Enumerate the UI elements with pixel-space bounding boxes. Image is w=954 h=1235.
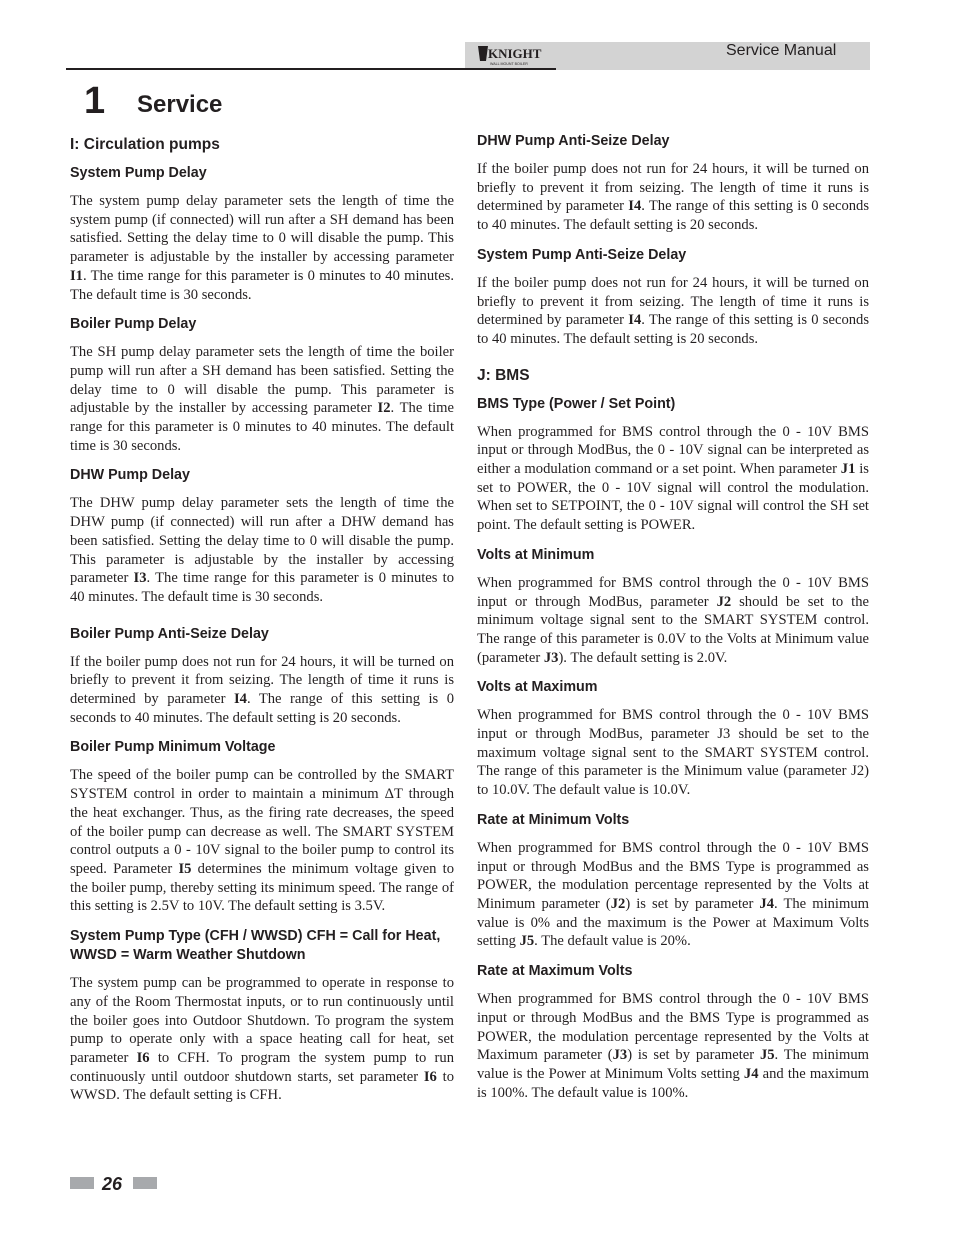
right-column <box>477 132 869 1113</box>
body-paragraph <box>70 192 454 304</box>
body-text: The speed of the boiler pump can be controlled by the SMART SYSTEM control in order to maintain a minimum ΔT through the heat exchanger. Thus, as the firing rate decreases, the speed of the boiler pump can decrease as well. The SMART SYSTEM control outputs a 0 - 10V signal to the boiler pump to control its speed. Parameter <box>70 767 454 877</box>
parameter-code: J4 <box>743 1065 759 1082</box>
header-title: Service Manual <box>726 42 837 59</box>
body-text: and the maximum is 100%. The default value is 100%. <box>477 1065 870 1101</box>
subheading: System Pump Type (CFH / WWSD) CFH = Call for Heat, WWSD = Warm Weather Shutdown <box>70 928 441 964</box>
body-text: . The time range for this parameter is 0 minutes to 40 minutes. The default time is 30 seconds. <box>70 570 455 605</box>
parameter-code: J2 <box>610 895 626 912</box>
body-paragraph <box>477 423 869 535</box>
section-heading: I: Circulation pumps <box>70 136 220 153</box>
parameter-code: I6 <box>136 1049 150 1066</box>
body-text: When programmed for BMS control through the 0 - 10V BMS input or through ModBus, parameter J3 should be set to the maximum voltage signal sent to the SMART SYSTEM control. The range of this parameter is the Minimum value (parameter J2) to 10.0V. The default value is 10.0V. <box>477 707 869 799</box>
body-text: The SH pump delay parameter sets the length of time the boiler pump will run after a SH demand has been satisfied. Setting the delay time to 0 will disable the pump. This parameter is adjustable by the installer by accessing parameter <box>70 344 454 417</box>
body-text: If the boiler pump does not run for 24 hours, it will be turned on briefly to prevent it from seizing. The length of time it runs is determined by parameter <box>477 161 869 215</box>
body-paragraph <box>477 990 869 1102</box>
body-paragraph <box>70 343 454 455</box>
parameter-code: J5 <box>759 1047 775 1064</box>
footer-bar-left <box>70 1177 94 1189</box>
subheading: Boiler Pump Anti-Seize Delay <box>70 625 269 642</box>
subheading: BMS Type (Power / Set Point) <box>477 395 676 412</box>
parameter-code: I2 <box>377 400 391 417</box>
left-blocks <box>70 164 454 1105</box>
body-text: should be set to the minimum voltage signal sent to the SMART SYSTEM control. The range of this parameter is 0.0V to the Volts at Minimum value (parameter <box>477 593 869 666</box>
right-blocks-a <box>477 132 869 349</box>
body-text: When programmed for BMS control through the 0 - 10V BMS input or through ModBus, the 0 - 10V signal can be interpreted as either a modulation command or a set point. When parameter <box>477 423 869 478</box>
body-text: determines the minimum voltage given to the boiler pump, thereby setting its minimum speed. The range of this setting is 2.5V to 10V. The default setting is 3.5V. <box>70 860 455 915</box>
body-paragraph <box>70 766 454 916</box>
chapter-title: Service <box>137 91 223 118</box>
body-paragraph <box>477 160 869 235</box>
body-paragraph <box>477 274 869 349</box>
parameter-code: I4 <box>234 691 247 708</box>
body-text: The system pump can be programmed to operate in response to any of the Room Thermostat inputs, or to run continuously until the boiler goes into Outdoor Shutdown. To program the system pump to operate only with a space heating call for heat, set parameter <box>70 975 454 1066</box>
svg-text:KNIGHT: KNIGHT <box>488 46 542 61</box>
parameter-code: I6 <box>423 1068 437 1085</box>
parameter-code: I3 <box>133 570 147 587</box>
body-text: . The time range for this parameter is 0 minutes to 40 minutes. The default time is 30 seconds. <box>70 267 454 303</box>
parameter-code: I4 <box>628 312 642 329</box>
body-paragraph <box>70 974 454 1105</box>
subheading: Boiler Pump Minimum Voltage <box>70 739 276 756</box>
body-text: . The range of this setting is 0 seconds to 40 minutes. The default setting is 20 seconds. <box>70 691 454 726</box>
body-text: . The time range for this parameter is 0 minutes to 40 minutes. The default time is 30 seconds. <box>70 400 454 454</box>
parameter-code: J3 <box>543 649 559 666</box>
body-text: . The default value is 20%. <box>534 933 691 950</box>
chapter-number: 1 <box>84 80 106 122</box>
parameter-code: J4 <box>759 895 774 912</box>
body-text: ) is set by parameter <box>627 1047 760 1064</box>
body-text: When programmed for BMS control through the 0 - 10V BMS input or through ModBus and the BMS Type is programmed as POWER, the modulation percentage represented by the Volts at Minimum parameter ( <box>477 839 869 912</box>
subheading: Volts at Minimum <box>477 546 595 563</box>
body-text: When programmed for BMS control through the 0 - 10V BMS input or through ModBus, parameter <box>477 574 869 610</box>
body-text: ) is set by parameter <box>625 895 760 912</box>
body-text: . The range of this setting is 0 seconds to 40 minutes. The default setting is 20 seconds. <box>477 312 870 347</box>
parameter-code: J5 <box>519 933 535 950</box>
parameter-code: I1 <box>70 267 83 284</box>
parameter-code: J1 <box>840 461 856 478</box>
body-text: . The minimum value is the Power at Minimum Volts setting <box>477 1047 869 1082</box>
body-text: When programmed for BMS control through the 0 - 10V BMS input or through ModBus and the BMS Type is programmed as POWER, the modulation percentage represented by the Volts at Maximum parameter ( <box>477 991 869 1064</box>
body-text: . The range of this setting is 0 seconds to 40 minutes. The default setting is 20 seconds. <box>477 198 870 234</box>
body-text: is set to POWER, the 0 - 10V signal will control the modulation. When set to SETPOINT, the 0 - 10V signal will control the SH set point. The default setting is POWER. <box>477 461 869 534</box>
parameter-code: J2 <box>716 593 732 610</box>
body-text: If the boiler pump does not run for 24 hours, it will be turned on briefly to prevent it from seizing. The length of time it runs is determined by parameter <box>477 274 869 329</box>
subheading: DHW Pump Anti-Seize Delay <box>477 133 670 149</box>
subheading: Rate at Maximum Volts <box>477 963 633 980</box>
subheading: System Pump Anti-Seize Delay <box>477 246 687 263</box>
svg-text:WALL MOUNT BOILER: WALL MOUNT BOILER <box>490 62 528 66</box>
body-text: to WWSD. The default setting is CFH. <box>70 1068 455 1104</box>
left-column <box>70 132 454 1116</box>
body-paragraph <box>477 839 869 951</box>
body-text: ). The default setting is 2.0V. <box>558 649 728 666</box>
subheading: Rate at Minimum Volts <box>477 811 630 828</box>
subheading: System Pump Delay <box>70 165 207 181</box>
subheading: Volts at Maximum <box>477 679 598 696</box>
body-text: If the boiler pump does not run for 24 hours, it will be turned on briefly to prevent it from seizing. The length of time it runs is determined by parameter <box>70 653 454 708</box>
body-text: The DHW pump delay parameter sets the length of time the DHW pump (if connected) will run after a DHW demand has been satisfied. Setting the delay time to 0 will disable the pump. This parameter is adjustable by the installer by accessing parameter <box>70 495 454 587</box>
body-text: The system pump delay parameter sets the length of time the system pump (if connected) will run after a SH demand has been satisfied. Setting the delay time to 0 will disable the pump. This parameter is adjustable by the installer by accessing parameter <box>70 193 454 266</box>
body-paragraph <box>70 494 454 606</box>
page-number: 26 <box>102 1174 123 1194</box>
body-text: . The minimum value is 0% and the maximum is the Power at Maximum Volts setting <box>477 895 869 950</box>
body-text: to CFH. To program the system pump to run continuously until outdoor shutdown starts, set parameter <box>70 1049 454 1085</box>
body-paragraph <box>477 574 869 668</box>
body-paragraph <box>477 706 869 800</box>
knight-logo <box>476 43 548 69</box>
parameter-code: J3 <box>612 1047 628 1064</box>
parameter-code: I5 <box>178 860 192 877</box>
subheading: DHW Pump Delay <box>70 467 190 484</box>
right-blocks-b <box>477 395 869 1103</box>
section-heading: J: BMS <box>477 366 530 384</box>
parameter-code: I4 <box>628 198 642 215</box>
body-paragraph <box>70 653 454 728</box>
subheading: Boiler Pump Delay <box>70 316 197 333</box>
footer-bar-right <box>133 1177 157 1189</box>
